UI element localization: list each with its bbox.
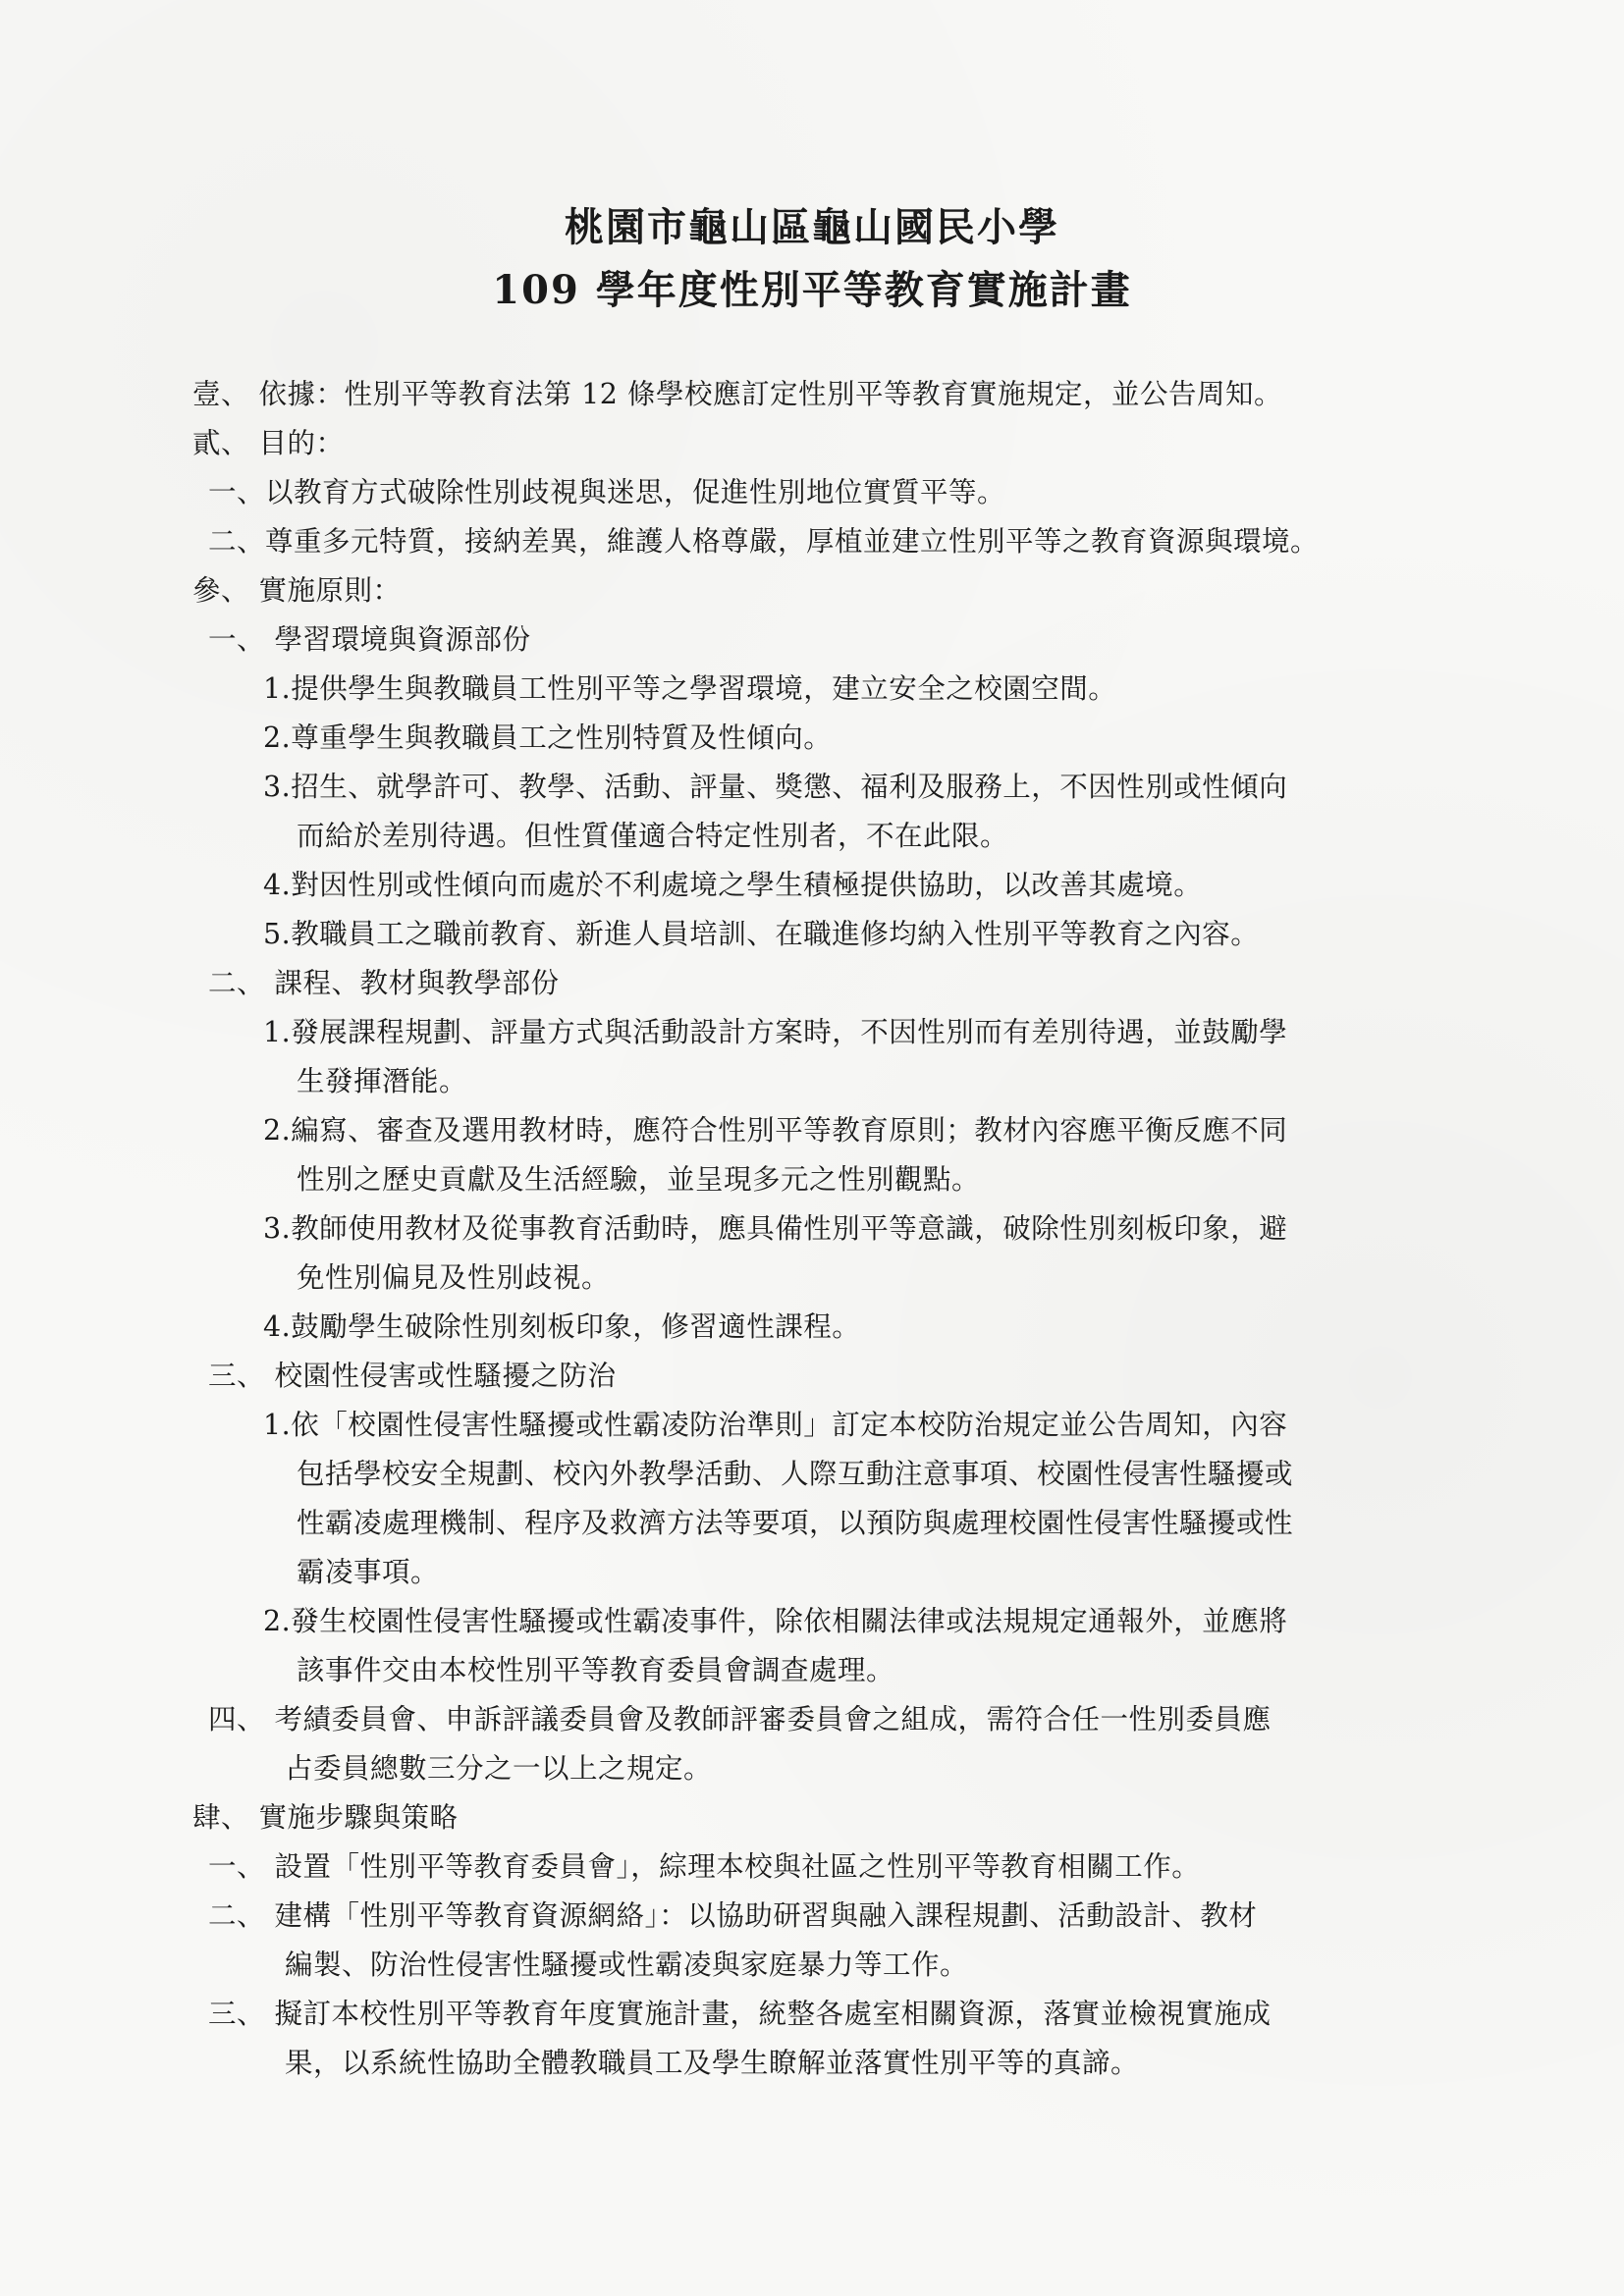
principle-2-item-2-cont: 性別之歷史貢獻及生活經驗，並呈現多元之性別觀點。 [297, 1163, 981, 1196]
principle-1-item-5: 5.教職員工之職前教育、新進人員培訓、在職進修均納入性別平等教育之內容。 [263, 918, 1260, 950]
principle-3-item-2: 2.發生校園性侵害性騷擾或性霸凌事件，除依相關法律或法規規定通報外，並應將 [263, 1605, 1288, 1637]
section-4-heading: 肆、 實施步驟與策略 [192, 1801, 459, 1834]
strategy-item-2: 二、 建構「性別平等教育資源網絡」：以協助研習與融入課程規劃、活動設計、教材 [208, 1899, 1258, 1932]
principle-3-item-2-cont: 該事件交由本校性別平等教育委員會調查處理。 [297, 1654, 895, 1686]
purpose-item-1: 一、以教育方式破除性別歧視與迷思，促進性別地位實質平等。 [208, 476, 1006, 508]
principle-2-item-3-cont: 免性別偏見及性別歧視。 [297, 1261, 611, 1294]
principle-1-item-3: 3.招生、就學許可、教學、活動、評量、獎懲、福利及服務上，不因性別或性傾向 [263, 771, 1288, 803]
principle-1-item-4: 4.對因性別或性傾向而處於不利處境之學生積極提供協助，以改善其處境。 [263, 869, 1203, 901]
strategy-item-3: 三、 擬訂本校性別平等教育年度實施計畫，統整各處室相關資源，落實並檢視實施成 [208, 1998, 1272, 2030]
principle-1-item-3-cont: 而給於差別待遇。但性質僅適合特定性別者，不在此限。 [297, 820, 1009, 852]
principle-2-item-1: 1.發展課程規劃、評量方式與活動設計方案時，不因性別而有差別待遇，並鼓勵學 [263, 1016, 1288, 1048]
purpose-item-2: 二、尊重多元特質，接納差異，維護人格尊嚴，厚植並建立性別平等之教育資源與環境。 [208, 525, 1320, 558]
principle-2-item-2: 2.編寫、審查及選用教材時，應符合性別平等教育原則；教材內容應平衡反應不同 [263, 1114, 1288, 1147]
section-3-heading: 參、 實施原則： [192, 574, 402, 607]
principle-4: 四、 考績委員會、申訴評議委員會及教師評審委員會之組成，需符合任一性別委員應 [208, 1703, 1272, 1735]
strategy-item-3-cont: 果，以系統性協助全體教職員工及學生瞭解並落實性別平等的真諦。 [285, 2047, 1140, 2079]
principle-2-item-4: 4.鼓勵學生破除性別刻板印象，修習適性課程。 [263, 1310, 861, 1343]
document-title-plan: 109 學年度性別平等教育實施計畫 [492, 267, 1132, 313]
principle-3-item-1-cont-3: 霸凌事項。 [297, 1556, 440, 1588]
section-2-heading: 貳、 目的： [192, 427, 345, 459]
principle-3-item-1-cont-1: 包括學校安全規劃、校內外教學活動、人際互動注意事項、校園性侵害性騷擾或 [297, 1458, 1294, 1490]
principle-2-item-3: 3.教師使用教材及從事教育活動時，應具備性別平等意識，破除性別刻板印象，避 [263, 1212, 1288, 1245]
principle-1-heading: 一、 學習環境與資源部份 [208, 623, 531, 656]
principle-3-item-1: 1.依「校園性侵害性騷擾或性霸凌防治準則」訂定本校防治規定並公告周知，內容 [263, 1409, 1288, 1441]
document-title-school: 桃園市龜山區龜山國民小學 [565, 204, 1059, 250]
principle-1-item-1: 1.提供學生與教職員工性別平等之學習環境，建立安全之校園空間。 [263, 672, 1117, 705]
principle-2-item-1-cont: 生發揮潛能。 [297, 1065, 468, 1097]
principle-3-item-1-cont-2: 性霸凌處理機制、程序及救濟方法等要項，以預防與處理校園性侵害性騷擾或性 [297, 1507, 1294, 1539]
principle-3-heading: 三、 校園性侵害或性騷擾之防治 [208, 1360, 617, 1392]
section-1-basis: 壹、 依據：性別平等教育法第 12 條學校應訂定性別平等教育實施規定，並公告周知。 [192, 378, 1282, 410]
strategy-item-2-cont: 編製、防治性侵害性騷擾或性霸凌與家庭暴力等工作。 [285, 1949, 969, 1981]
principle-4-cont: 占委員總數三分之一以上之規定。 [285, 1752, 713, 1785]
principle-2-heading: 二、 課程、教材與教學部份 [208, 967, 560, 999]
strategy-item-1: 一、 設置「性別平等教育委員會」，綜理本校與社區之性別平等教育相關工作。 [208, 1850, 1201, 1883]
principle-1-item-2: 2.尊重學生與教職員工之性別特質及性傾向。 [263, 721, 833, 754]
